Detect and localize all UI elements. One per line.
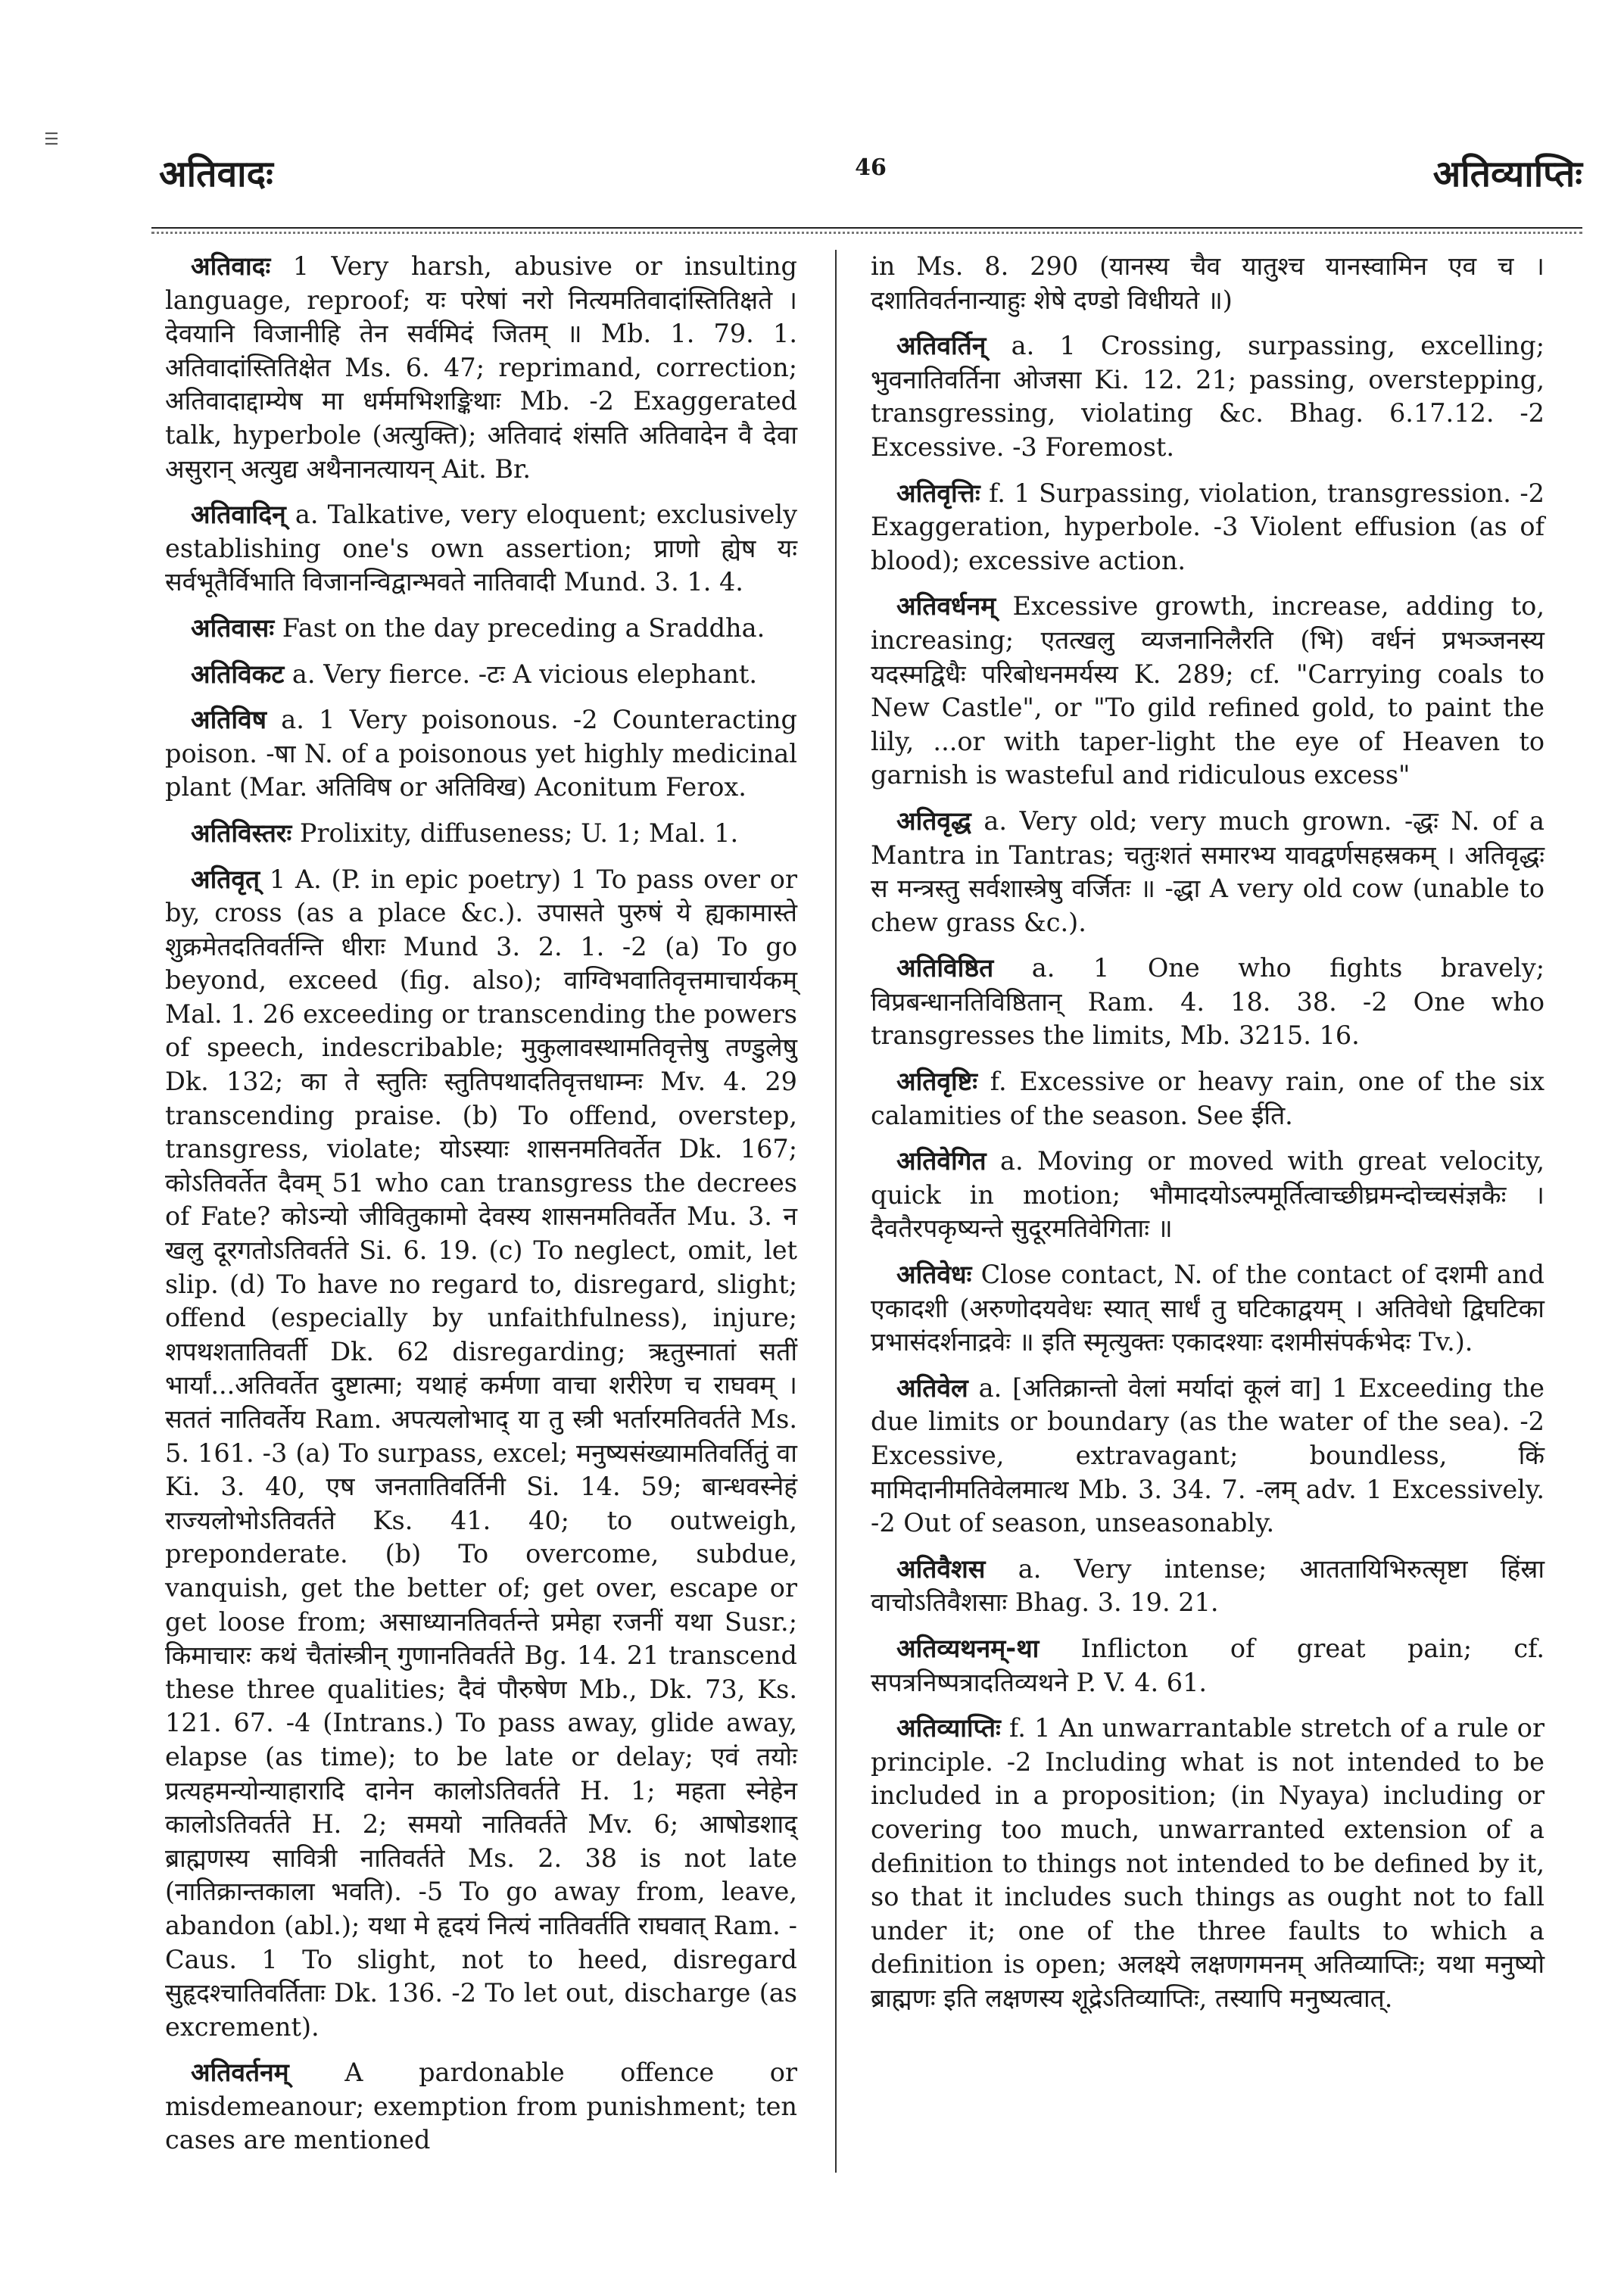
entry-definition: f. 1 Surpassing, violation, transgression. -2 Exaggeration, hyperbole. -3 Violent effusion (as of blood); excessive action.: [871, 478, 1545, 575]
entry-headword: अतिवृत्: [191, 864, 260, 894]
dictionary-entry: [871, 477, 1545, 578]
entry-headword: अतिवृष्टिः: [896, 1067, 977, 1097]
dictionary-entry: [871, 250, 1545, 317]
entry-headword: अतिवृत्तिः: [896, 478, 980, 508]
dictionary-entry: [871, 1145, 1545, 1246]
entry-definition: a. Talkative, very eloquent; exclusively establishing one's own assertion; प्राणो ह्येष यः सर्वभूतैर्विभाति विजानन्विद्वान्भवते नातिवादी Mund. 3. 1. 4.: [165, 500, 797, 597]
entry-definition: a. 1 One who fights bravely; विप्रबन्धानतिविष्ठितान् Ram. 4. 18. 38. -2 One who transgresses the limits, Mb. 3215. 16.: [871, 953, 1545, 1051]
entry-definition: 1 Very harsh, abusive or insulting language, reproof; यः परेषां नरो नित्यमतिवादांस्तितिक्षते । देवयानि विजानीहि तेन सर्वमिदं जितम् ॥ Mb. 1. 79. 1. अतिवादांस्तितिक्षेत Ms. 6. 47; reprimand, correction; अतिवादाद्दाम्येष मा धर्ममभिशङ्किथाः Mb. -2 Exaggerated talk, hyperbole (अत्युक्ति); अतिवादं शंसति अतिवादेन वै देवा असुरान् अत्युद्य अथैनानत्यायन् Ait. Br.: [165, 251, 797, 484]
entry-definition: a. Very old; very much grown. -द्धः N. of a Mantra in Tantras; चतुःशतं समारभ्य यावद्वर्णसहस्रकम् । अतिवृद्धः स मन्त्रस्तु सर्वशास्त्रेषु वर्जितः ॥ -द्धा A very old cow (unable to chew grass &c.).: [871, 805, 1545, 937]
entry-definition: a. Moving or moved with great velocity, quick in motion; भौमादयोऽल्पमूर्तित्वाच्छीघ्रमन्दोच्चसंज्ञकैः । दैवतैरपकृष्यन्ते सुदूरमतिवेगिताः ॥: [871, 1146, 1545, 1244]
entry-headword: अतिवादः: [191, 251, 271, 281]
header-left-guideword: अतिवादः: [159, 153, 273, 195]
left-column: [165, 250, 797, 2170]
entry-definition: f. Excessive or heavy rain, one of the six calamities of the season. See ईति.: [871, 1067, 1545, 1130]
header-right-guideword: अतिव्याप्तिः: [1432, 153, 1582, 195]
header-rule: [151, 227, 1582, 229]
entry-headword: अतिविष: [191, 705, 267, 735]
entry-definition: A pardonable offence or misdemeanour; exemption from punishment; ten cases are mentioned: [165, 2058, 797, 2155]
dictionary-entry: [871, 1553, 1545, 1620]
dictionary-entry: [871, 1372, 1545, 1541]
entry-headword: अतिवेधः: [896, 1260, 972, 1290]
page-header: [159, 148, 1582, 209]
entry-definition: a. 1 Very poisonous. -2 Counteracting poison. -षा N. of a poisonous yet highly medicinal plant (Mar. अतिविष or अतिविख) Aconitum Ferox.: [165, 705, 797, 802]
right-column: [871, 250, 1545, 2028]
page-number: 46: [855, 154, 887, 181]
entry-definition: Excessive growth, increase, adding to, increasing; एतत्खलु व्यजनानिलैरति (भि) वर्धनं प्रभञ्जनस्य यदस्मद्विधैः परिबोधनमर्यस्य K. 289; cf. "Carrying coals to New Castle", or "To gild refined gold, to paint the lily, ...or with taper-light the eye of Heaven to garnish is wasteful and ridiculous excess": [871, 591, 1545, 790]
column-divider: [835, 250, 837, 2173]
entry-definition: f. 1 An unwarrantable stretch of a rule or principle. -2 Including what is not intended to be included in a proposition; (in Nyaya) including or covering too much, unwarranted extension of a definition to things not intended to be defined by it, so that it includes such things as ought not to fall under it; one of the three faults to which a definition is open; अलक्ष्ये लक्षणगमनम् अतिव्याप्तिः; यथा मनुष्यो ब्राह्मणः इति लक्षणस्य शूद्रेऽतिव्याप्तिः, तस्यापि मनुष्यत्वात्.: [871, 1713, 1545, 2013]
dictionary-entry: [871, 1258, 1545, 1360]
dictionary-entry: [871, 952, 1545, 1053]
dictionary-entry: [165, 658, 797, 692]
entry-headword: अतिवर्तनम्: [191, 2058, 289, 2088]
dictionary-entry: [165, 2056, 797, 2157]
entry-headword: अतिवैशस: [896, 1553, 986, 1584]
entry-definition: 1 A. (P. in epic poetry) 1 To pass over or by, cross (as a place &c.). उपासते पुरुषं ये ह्यकामास्ते शुक्रमेतदतिवर्तन्ति धीराः Mund 3. 2. 1. -2 (a) To go beyond, exceed (fig. also); वाग्विभवातिवृत्तमाचार्यकम् Mal. 1. 26 exceeding or transcending the powers of speech, indescribable; मुकुलावस्थामतिवृत्तेषु तण्डुलेषु Dk. 132; का ते स्तुतिः स्तुतिपथादतिवृत्तधाम्नः Mv. 4. 29 transcending praise. (b) To offend, overstep, transgress, violate; योऽस्याः शासनमतिवर्तेत Dk. 167; कोऽतिवर्तेत दैवम् 51 who can transgress the decrees of Fate? कोऽन्यो जीवितुकामो देवस्य शासनमतिवर्तेत Mu. 3. न खलु दूरगतोऽतिवर्तते Si. 6. 19. (c) To neglect, omit, let slip. (d) To have no regard to, disregard, slight; offend (especially by unfaithfulness), injure; शपथशतातिवर्ती Dk. 62 disregarding; ऋतुस्नातां सतीं भार्यां...अतिवर्तेत दुष्टात्मा; यथाहं कर्मणा वाचा शरीरेण च राघवम् । सततं नातिवर्तेय Ram. अपत्यलोभाद् या तु स्त्री भर्तारमतिवर्तते Ms. 5. 161. -3 (a) To surpass, excel; मनुष्यसंख्यामतिवर्तितुं वा Ki. 3. 40, एष जनतातिवर्तिनी Si. 14. 59; बान्धवस्नेहं राज्यलोभोऽतिवर्तते Ks. 41. 40; to outweigh, preponderate. (b) To overcome, subdue, vanquish, get the better of; get over, escape or get loose from; असाध्यानतिवर्तन्ते प्रमेहा रजनीं यथा Susr.; किमाचारः कथं चैतांस्त्रीन् गुणानतिवर्तते Bg. 14. 21 transcend these three qualities; दैवं पौरुषेण Mb., Dk. 73, Ks. 121. 67. -4 (Intrans.) To pass away, glide away, elapse (as time); to be late or delay; एवं तयोः प्रत्यहमन्योन्याहारादि दानेन कालोऽतिवर्तते H. 1; महता स्नेहेन कालोऽतिवर्तते H. 2; समयो नातिवर्तते Mv. 6; आषोडशाद् ब्राह्मणस्य सावित्री नातिवर्तते Ms. 2. 38 is not late (नातिक्रान्तकाला भवति). -5 To go away from, leave, abandon (abl.); यथा मे हृदयं नित्यं नातिवर्तति राघवात् Ram. -Caus. 1 To slight, not to heed, disregard सुहृदश्चातिवर्तिताः Dk. 136. -2 To let out, discharge (as excrement).: [165, 864, 797, 2042]
entry-headword: अतिव्यथनम्-था: [896, 1633, 1040, 1663]
dictionary-entry: [871, 329, 1545, 464]
entry-definition: Fast on the day preceding a Sraddha.: [274, 612, 765, 643]
dictionary-entry: [871, 1065, 1545, 1132]
entry-headword: अतिवेगित: [896, 1146, 987, 1176]
dictionary-entry: [165, 250, 797, 486]
entry-headword: अतिवर्तिन्: [896, 331, 987, 361]
entry-headword: अतिवेल: [896, 1372, 968, 1403]
entry-definition: a. Very fierce. -टः A vicious elephant.: [284, 659, 758, 689]
entry-headword: अतिव्याप्तिः: [896, 1713, 1001, 1743]
entry-headword: अतिविस्तरः: [191, 818, 292, 848]
entry-headword: अतिवासः: [191, 612, 275, 643]
dictionary-entry: [871, 1632, 1545, 1699]
header-dotted-rule: [151, 232, 1582, 234]
dictionary-entry: [165, 817, 797, 851]
entry-definition: a. [अतिक्रान्तो वेलां मर्यादां कूलं वा] 1 Exceeding the due limits or boundary (as the water of the sea). -2 Excessive, extravagant; boundless, किं मामिदानीमतिवेलमात्थ Mb. 3. 34. 7. -लम् adv. 1 Excessively. -2 Out of season, unseasonably.: [871, 1372, 1545, 1538]
entry-headword: अतिविकट: [191, 659, 285, 689]
entry-headword: अतिविष्ठित: [896, 953, 994, 983]
entry-definition: in Ms. 8. 290 (यानस्य चैव यातुश्च यानस्वामिन एव च । दशातिवर्तनान्याहुः शेषे दण्डो विधीयते ॥): [871, 251, 1545, 315]
entry-headword: अतिवृद्ध: [896, 805, 971, 836]
entry-definition: Inflicton of great pain; cf. सपत्रनिष्पत्रादतिव्यथने P. V. 4. 61.: [871, 1633, 1545, 1697]
dictionary-entry: [871, 590, 1545, 793]
entry-definition: a. 1 Crossing, surpassing, excelling; भुवनातिवर्तिना ओजसा Ki. 12. 21; passing, overstepping, transgressing, violating &c. Bhag. 6.17.12. -2 Excessive. -3 Foremost.: [871, 331, 1545, 462]
dictionary-entry: [165, 703, 797, 805]
margin-mark-icon: ☰: [44, 130, 59, 149]
entry-definition: Prolixity, diffuseness; U. 1; Mal. 1.: [291, 818, 739, 848]
entry-definition: Close contact, N. of the contact of दशमी and एकादशी (अरुणोदयवेधः स्यात् सार्धं तु घटिकाद्वयम् । अतिवेधो द्विघटिका प्रभासंदर्शनाद्रवेः ॥ इति स्मृत्युक्तः एकादश्याः दशमीसंपर्कभेदः Tv.).: [871, 1260, 1545, 1357]
dictionary-entry: [165, 612, 797, 646]
dictionary-entry: [165, 498, 797, 600]
entry-headword: अतिवर्धनम्: [896, 591, 996, 622]
dictionary-entry: [871, 1712, 1545, 2015]
entry-definition: a. Very intense; आततायिभिरुत्सृष्टा हिंस्रा वाचोऽतिवैशसाः Bhag. 3. 19. 21.: [871, 1553, 1545, 1618]
dictionary-entry: [871, 805, 1545, 939]
entry-headword: अतिवादिन्: [191, 500, 286, 530]
dictionary-entry: [165, 863, 797, 2045]
